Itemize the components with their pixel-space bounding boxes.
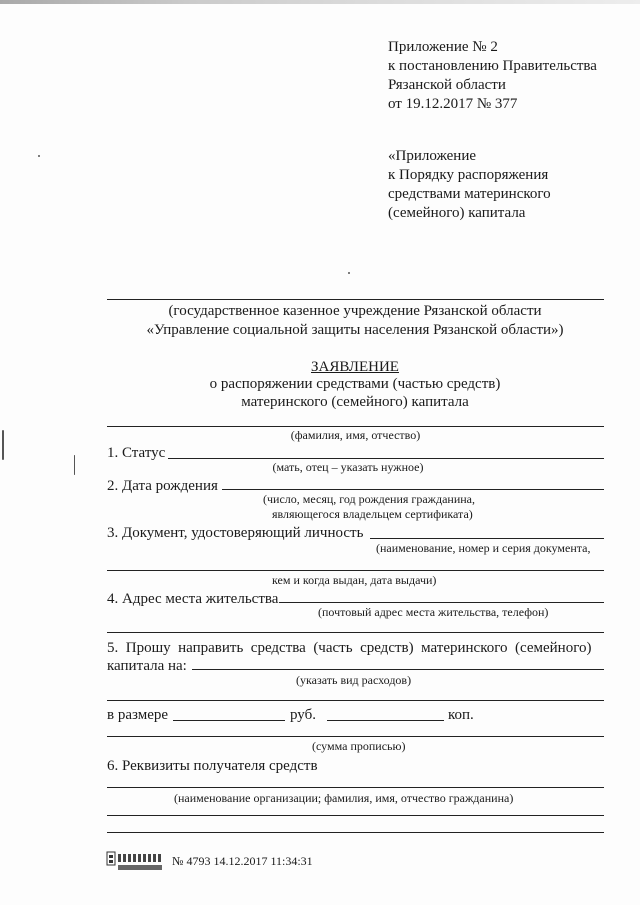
request-input-line-2[interactable] — [107, 700, 604, 701]
annex-line: Приложение № 2 — [388, 39, 498, 55]
scan-speck — [2, 430, 4, 460]
registration-stamp: № 4793 14.12.2017 11:34:31 — [172, 854, 313, 868]
request-input-line[interactable] — [192, 669, 604, 670]
scan-speck — [74, 455, 75, 475]
birth-label: 2. Дата рождения — [107, 478, 218, 494]
status-label: 1. Статус — [107, 445, 166, 461]
annex-line: к постановлению Правительства — [388, 58, 597, 74]
sub-annex-line: к Порядку распоряжения — [388, 167, 549, 183]
address-input-line[interactable] — [279, 602, 604, 603]
address-input-line-2[interactable] — [107, 632, 604, 633]
scan-edge — [0, 0, 640, 4]
amount-kop-label: коп. — [448, 707, 474, 723]
address-label: 4. Адрес места жительства — [107, 591, 279, 607]
doc-hint: кем и когда выдан, дата выдачи) — [272, 573, 437, 587]
fio-hint: (фамилия, имя, отчество) — [290, 428, 421, 442]
registry-logo-icon — [106, 850, 164, 872]
birth-hint: являющегося владельцем сертификата) — [272, 507, 473, 521]
form-subtitle: о распоряжении средствами (частью средств) — [209, 376, 501, 392]
request-label: капитала на: — [107, 658, 187, 674]
birth-hint: (число, месяц, год рождения гражданина, — [263, 492, 475, 506]
recipient-hint: (наименование организации; фамилия, имя, отчество гражданина) — [174, 791, 514, 805]
annex-line: от 19.12.2017 № 377 — [388, 96, 518, 112]
amount-words-input[interactable] — [107, 736, 604, 737]
status-hint: (мать, отец – указать нужное) — [272, 460, 424, 474]
amount-kop-input[interactable] — [327, 720, 444, 721]
doc-hint: (наименование, номер и серия документа, — [376, 541, 591, 555]
recipient-input-line-2[interactable] — [107, 815, 604, 816]
amount-rub-label: руб. — [290, 707, 316, 723]
amount-rub-input[interactable] — [173, 720, 285, 721]
institution-line1: (государственное казенное учреждение Рязанской области — [168, 303, 542, 319]
address-hint: (почтовый адрес места жительства, телефон) — [318, 605, 549, 619]
sub-annex-line: средствами материнского — [388, 186, 551, 202]
form-title: ЗАЯВЛЕНИЕ — [311, 359, 399, 375]
doc-input-line[interactable] — [370, 538, 604, 539]
amount-prefix: в размере — [107, 707, 169, 723]
institution-line — [107, 299, 604, 300]
scan-speck — [38, 155, 40, 157]
form-subtitle: материнского (семейного) капитала — [241, 394, 469, 410]
doc-label: 3. Документ, удостоверяющий личность — [107, 525, 364, 541]
sub-annex-line: (семейного) капитала — [388, 205, 526, 221]
request-text: 5. Прошу направить средства (часть средств) материнского (семейного) — [107, 640, 592, 656]
annex-line: Рязанской области — [388, 77, 506, 93]
recipient-input-line[interactable] — [107, 787, 604, 788]
fio-input-line[interactable] — [107, 426, 604, 427]
recipient-label: 6. Реквизиты получателя средств — [107, 758, 318, 774]
sub-annex-line: «Приложение — [388, 148, 477, 164]
institution-line2: «Управление социальной защиты населения Рязанской области») — [146, 322, 564, 338]
doc-input-line-2[interactable] — [107, 570, 604, 571]
scan-speck — [348, 272, 350, 274]
birth-input-line[interactable] — [222, 489, 604, 490]
status-input-line[interactable] — [168, 458, 604, 459]
request-hint: (указать вид расходов) — [296, 673, 412, 687]
amount-hint: (сумма прописью) — [312, 739, 406, 753]
recipient-input-line-3[interactable] — [107, 832, 604, 833]
